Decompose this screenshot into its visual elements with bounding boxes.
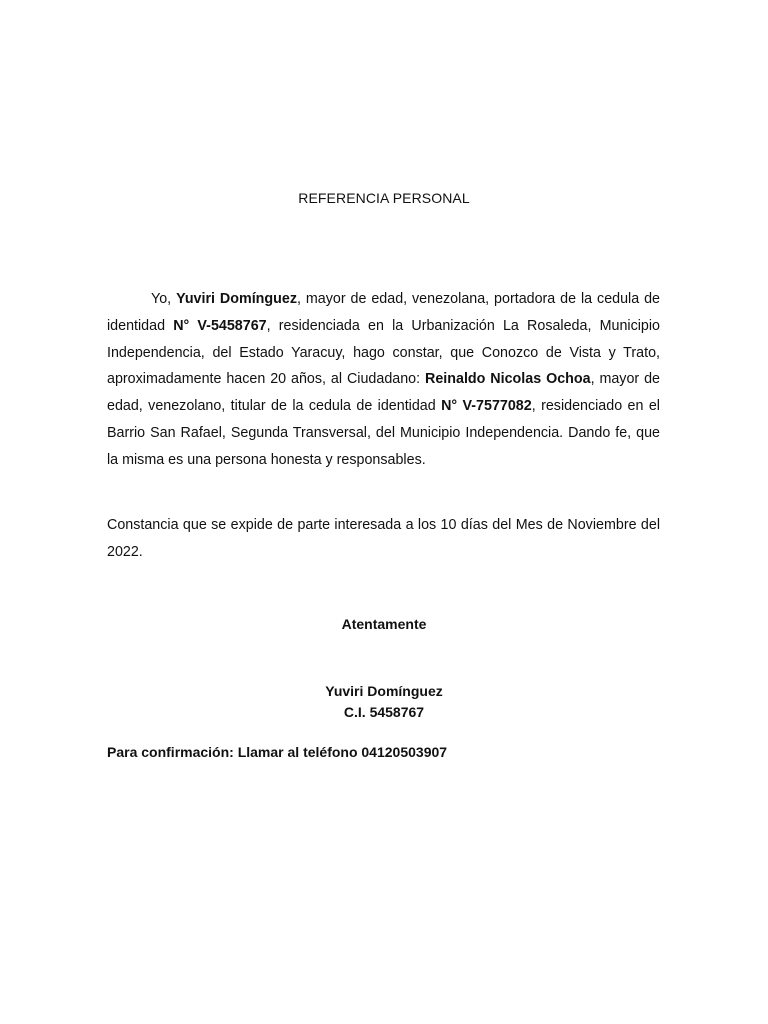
declaration-text-2: , mayor de edad, venezolana, portadora de la cedula de identidad [107, 291, 661, 334]
declaration-text-5: , residenciado en el Barrio San Rafael, Segunda Transversal, del Municipio Independencia. Dando fe, que la misma es una persona honesta y responsables. [107, 398, 660, 468]
declarant-id: N° V-5458767 [173, 317, 267, 334]
declaration-text-1: Yo, [151, 291, 177, 307]
referee-name: Reinaldo Nicolas Ochoa [425, 371, 591, 388]
declaration-paragraph [107, 286, 660, 474]
declaration-text-3: , residenciada en la Urbanización La Rosaleda, Municipio Independencia, del Estado Yaracuy, hago constar, que Conozco de Vista y Trato, aproximadamente hacen 20 años, al Ciudadano: [107, 317, 660, 388]
referee-id: N° V-7577082 [441, 398, 532, 415]
document-title: REFERENCIA PERSONAL [298, 190, 470, 206]
signature-name: Yuviri Domínguez [325, 683, 443, 699]
closing-salutation: Atentamente [341, 616, 427, 632]
issuance-paragraph: Constancia que se expide de parte interesada a los 10 días del Mes de Noviembre del 2022. [107, 517, 660, 560]
declaration-text-4: , mayor de edad, venezolano, titular de la cedula de identidad [107, 371, 660, 415]
signature-id: C.I. 5458767 [343, 704, 425, 720]
confirmation-phone-line: Para confirmación: Llamar al teléfono 04120503907 [107, 744, 448, 760]
declarant-name: Yuviri Domínguez [176, 291, 297, 307]
